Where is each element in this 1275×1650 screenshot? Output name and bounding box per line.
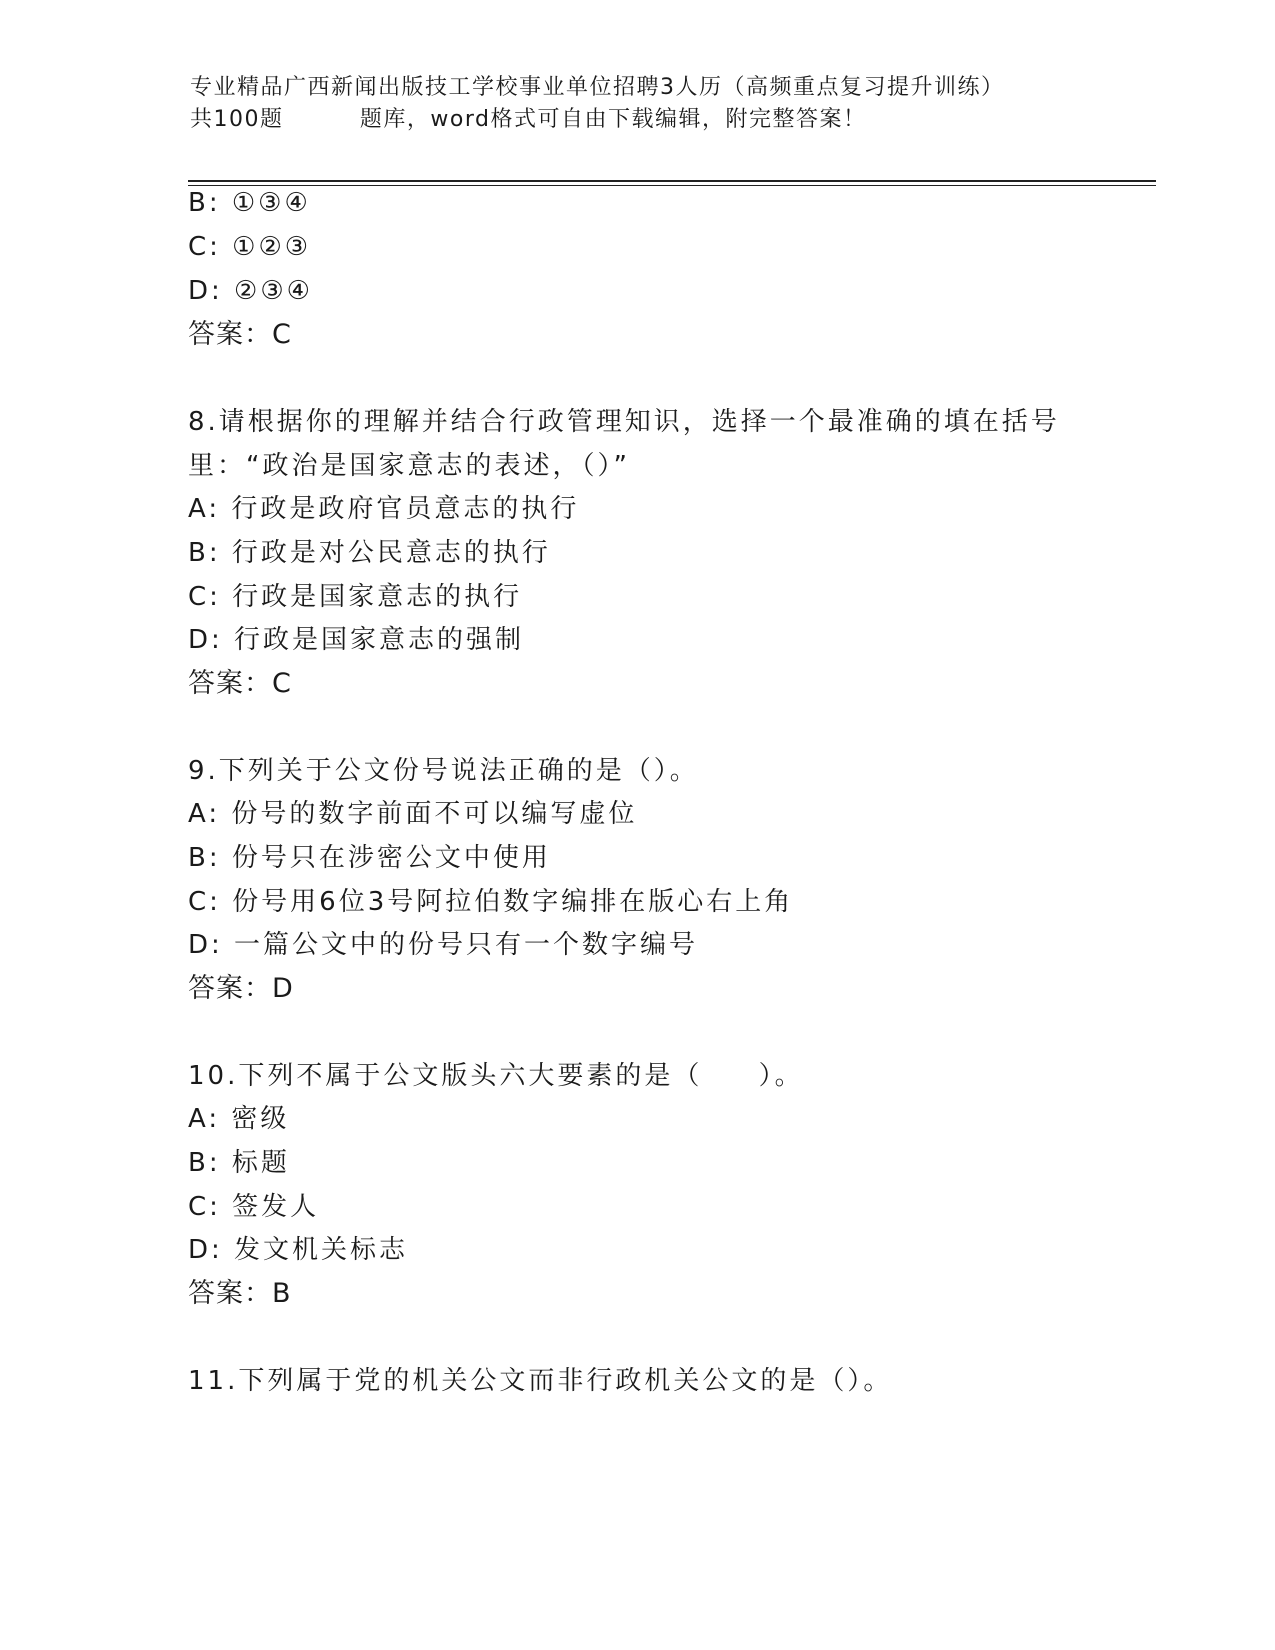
q10-option-a: A: 密级 [188,1104,290,1134]
q10-option-c: C: 签发人 [188,1192,320,1222]
q8-option-c: C: 行政是国家意志的执行 [188,582,523,612]
q8-option-a: A: 行政是政府官员意志的执行 [188,494,580,524]
q9-option-b: B: 份号只在涉密公文中使用 [188,843,551,873]
header-title: 专业精品广西新闻出版技工学校事业单位招聘3人历（高频重点复习提升训练） [190,75,1005,100]
q8-option-b: B: 行政是对公民意志的执行 [188,538,551,568]
q7-option-c: C: ①②③ [188,232,312,262]
q8-stem-line1: 8.请根据你的理解并结合行政管理知识，选择一个最准确的填在括号 [188,407,1060,437]
q10-answer: 答案：B [188,1278,292,1309]
q9-option-a: A: 份号的数字前面不可以编写虚位 [188,799,638,829]
q7-option-d: D: ②③④ [188,276,313,306]
header-rule-thin [188,185,1156,186]
q9-option-c: C: 份号用6位3号阿拉伯数字编排在版心右上角 [188,887,794,917]
q7-option-b: B: ①③④ [188,188,311,218]
q8-answer: 答案：C [188,668,292,699]
q10-stem: 10.下列不属于公文版头六大要素的是（ ）。 [188,1061,804,1091]
q8-stem-line2: 里：“政治是国家意志的表述，（）” [188,451,630,481]
q9-option-d: D: 一篇公文中的份号只有一个数字编号 [188,930,699,960]
q8-option-d: D: 行政是国家意志的强制 [188,625,525,655]
q10-option-b: B: 标题 [188,1148,290,1178]
q7-answer: 答案：C [188,319,292,350]
header-subtitle: 共100题 题库，word格式可自由下载编辑，附完整答案！ [190,107,867,132]
page-header [190,72,1005,136]
q9-stem: 9.下列关于公文份号说法正确的是（）。 [188,756,699,786]
q9-answer: 答案：D [188,973,294,1004]
q11-stem: 11.下列属于党的机关公文而非行政机关公文的是（）。 [188,1366,893,1396]
header-rule-thick [188,180,1156,182]
q10-option-d: D: 发文机关标志 [188,1235,409,1265]
